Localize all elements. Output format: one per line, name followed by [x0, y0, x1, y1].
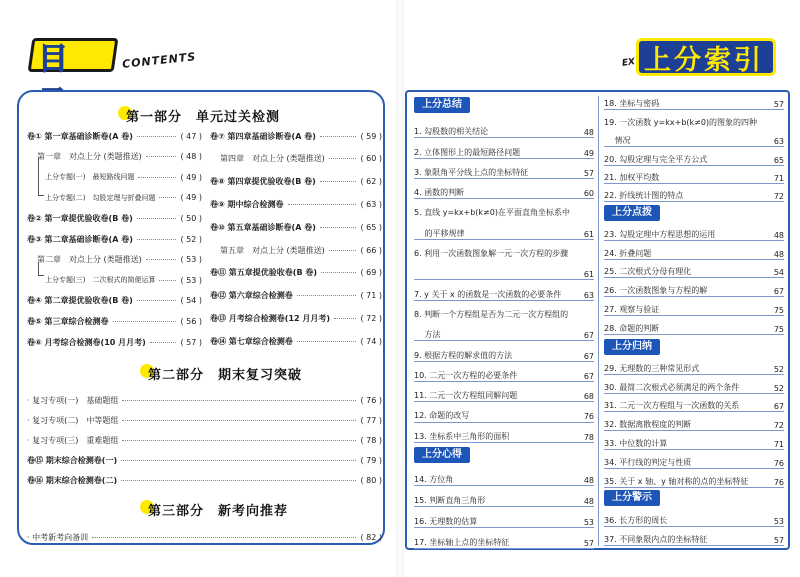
index-entry-page: 49 [583, 148, 594, 158]
index-entry-text: 1. 勾股数的相关结论 [414, 127, 489, 137]
toc-entry-label: 卷⑭ 第七章综合检测卷 [210, 336, 293, 346]
toc-entry[interactable] [220, 241, 382, 259]
index-entry-text: 2. 立体图形上的最短路径问题 [414, 147, 521, 157]
index-entry-text: 23. 勾股定理中方程思想的运用 [604, 229, 716, 239]
dot-leader [122, 400, 356, 401]
toc-entry[interactable] [45, 271, 202, 289]
toc-entry-page: ( 74 ) [360, 336, 382, 346]
dot-leader [329, 250, 357, 251]
toc-entry[interactable] [27, 471, 382, 489]
index-entry[interactable] [414, 465, 594, 485]
toc-entry-label: 第二章 对点上分 (类题推送) [37, 255, 142, 265]
toc-entry[interactable] [27, 333, 202, 351]
toc-entry[interactable] [45, 168, 202, 186]
toc-entry-page: ( 66 ) [360, 245, 382, 255]
toc-entry-page: ( 71 ) [360, 291, 382, 301]
index-ex-mark: EX [621, 57, 636, 69]
index-separator [604, 334, 784, 335]
toc-entry-label: 卷⑩ 第五章基础诊断卷(A 卷) [210, 222, 316, 232]
index-entry-text: 12. 命题的改写 [414, 411, 470, 421]
index-entry-page: 61 [583, 229, 594, 239]
dot-leader [138, 177, 176, 178]
index-entry-page: 57 [583, 539, 594, 548]
dot-leader [320, 227, 357, 228]
toc-entry[interactable] [27, 127, 202, 145]
index-entry-page: 63 [773, 137, 784, 147]
toc-entry-label: 卷⑫ 第六章综合检测卷 [210, 291, 293, 301]
index-entry-text: 29. 无理数的三种常见形式 [604, 363, 700, 373]
index-entry-page: 52 [773, 383, 784, 393]
index-entry[interactable] [604, 260, 784, 278]
toc-entry[interactable] [27, 292, 202, 310]
toc-entry-page: ( 49 ) [180, 172, 202, 182]
index-entry-page: 68 [583, 392, 594, 402]
index-entry[interactable] [604, 297, 784, 315]
index-title: 上分索引 [644, 45, 764, 76]
index-entry-page: 67 [583, 371, 594, 381]
toc-entry-label: 卷⑬ 月考综合检测卷(12 月月考) [210, 313, 331, 323]
index-entry-page: 48 [583, 476, 594, 485]
toc-entry-label: 卷⑥ 月考综合检测卷(10 月月考) [27, 337, 146, 347]
index-entry-page: 48 [583, 497, 594, 506]
toc-entry[interactable] [37, 148, 202, 166]
toc-entry[interactable] [210, 332, 382, 350]
dot-leader [137, 239, 177, 240]
toc-entry-page: ( 50 ) [180, 213, 202, 223]
index-entry-page: 78 [583, 432, 594, 442]
index-entry-text: 情况 [604, 136, 631, 146]
index-entry-page: 53 [583, 518, 594, 527]
dot-leader [146, 259, 177, 260]
toc-entry-label: · 复习专项(一) 基础题组 [27, 395, 119, 405]
index-separator [604, 487, 784, 488]
index-entry[interactable] [414, 341, 594, 360]
category-tab-summary: 上分总结 [414, 97, 470, 113]
toc-entry[interactable] [210, 127, 382, 145]
toc-entry-label: 上分专题(二) 勾股定理与折叠问题 [45, 193, 156, 202]
index-entry-text: 35. 关于 x 轴、y 轴对称的点的坐标特征 [604, 476, 749, 486]
toc-entry[interactable] [210, 173, 382, 191]
index-entry-page: 57 [773, 535, 784, 545]
toc-entry-label: 卷⑤ 第三章综合检测卷 [27, 316, 109, 326]
toc-entry[interactable] [27, 230, 202, 248]
dot-leader [137, 218, 177, 219]
index-entry[interactable] [604, 412, 784, 430]
index-entry-page: 76 [583, 412, 594, 422]
toc-entry-label: · 复习专项(二) 中等题组 [27, 415, 119, 425]
toc-entry-page: ( 54 ) [180, 296, 202, 306]
index-entry[interactable] [414, 220, 594, 239]
toc-entry-label: 第一章 对点上分 (类题推送) [37, 152, 142, 162]
index-entry-text: 13. 坐标系中三角形的面积 [414, 431, 510, 441]
toc-entry-page: ( 53 ) [180, 275, 202, 285]
toc-entry-label: · 中考新考向备训 [27, 532, 89, 542]
index-entry-page: 60 [583, 189, 594, 199]
toc-entry[interactable] [27, 528, 382, 546]
toc-entry-page: ( 76 ) [360, 395, 382, 405]
toc-entry-label: 第四章 对点上分 (类题推送) [220, 154, 325, 164]
toc-entry-label: 第五章 对点上分 (类题推送) [220, 245, 325, 255]
toc-entry-label: 卷⑧ 第四章提优验收卷(B 卷) [210, 177, 316, 187]
toc-entry-label: 卷④ 第二章提优验收卷(B 卷) [27, 296, 133, 306]
dot-leader [92, 537, 356, 538]
toc-entry-page: ( 78 ) [360, 435, 382, 445]
index-entry[interactable] [414, 118, 594, 137]
index-entry[interactable] [604, 110, 784, 127]
index-entry-text: 9. 根据方程的解求值的方法 [414, 350, 513, 360]
index-entry-page: 72 [773, 192, 784, 202]
index-entry[interactable] [604, 278, 784, 296]
dot-leader [297, 295, 357, 296]
toc-entry[interactable] [210, 195, 382, 213]
index-entry-text: 18. 坐标与密码 [604, 99, 660, 109]
index-entry[interactable] [414, 382, 594, 401]
index-entry[interactable] [414, 486, 594, 506]
index-entry[interactable] [604, 527, 784, 545]
index-entry[interactable] [604, 222, 784, 240]
index-entry[interactable] [414, 280, 594, 299]
index-entry-text: 37. 不同象限内点的坐标特征 [604, 534, 708, 544]
index-entry-text: 31. 二元一次方程组与一次函数的关系 [604, 401, 740, 411]
dot-leader [159, 280, 176, 281]
dot-leader [321, 272, 357, 273]
toc-entry-label: 卷⑮ 期末综合检测卷(一) [27, 455, 118, 465]
index-entry[interactable] [414, 321, 594, 340]
part-1-title: 第一部分 单元过关检测 [126, 110, 281, 125]
index-entry[interactable] [414, 199, 594, 218]
toc-entry-page: ( 52 ) [180, 234, 202, 244]
index-entry-text: 20. 勾股定理与完全平方公式 [604, 154, 708, 164]
dot-leader [137, 300, 177, 301]
toc-entry-page: ( 53 ) [180, 255, 202, 265]
index-entry-page: 57 [773, 100, 784, 110]
toc-entry-label: 卷② 第一章提优验收卷(B 卷) [27, 213, 133, 223]
dot-leader [122, 420, 356, 421]
toc-entry-page: ( 47 ) [180, 131, 202, 141]
toc-entry-label: 上分专题(一) 最短路线问题 [45, 173, 135, 182]
toc-entry[interactable] [27, 451, 382, 469]
index-entry-text: 26. 一次函数图象与方程的解 [604, 286, 708, 296]
index-entry[interactable] [604, 147, 784, 164]
toc-entry[interactable] [27, 209, 202, 227]
index-entry-text: 33. 中位数的计算 [604, 438, 668, 448]
index-entry-page: 48 [773, 249, 784, 259]
index-entry-page: 53 [773, 516, 784, 526]
category-tab-warning: 上分警示 [604, 490, 660, 506]
toc-entry-page: ( 57 ) [180, 337, 202, 347]
index-entry[interactable] [604, 184, 784, 201]
index-entry[interactable] [414, 260, 594, 279]
dot-leader [121, 460, 356, 461]
toc-entry-page: ( 63 ) [360, 199, 382, 209]
toc-entry-page: ( 72 ) [360, 313, 382, 323]
toc-entry-page: ( 80 ) [360, 475, 382, 485]
toc-entry-page: ( 48 ) [180, 152, 202, 162]
index-entry[interactable] [604, 394, 784, 412]
toc-entry[interactable] [37, 251, 202, 269]
index-entry[interactable] [604, 92, 784, 109]
toc-entry-page: ( 59 ) [360, 131, 382, 141]
toc-entry[interactable] [210, 309, 382, 327]
bracket [38, 262, 44, 276]
index-entry-text: 34. 平行线的判定与性质 [604, 457, 692, 467]
dot-leader [334, 318, 356, 319]
index-entry[interactable] [414, 179, 594, 198]
toc-entry-label: 卷⑯ 期末综合检测卷(二) [27, 475, 118, 485]
index-entry-text: 22. 折线统计图的特点 [604, 191, 684, 201]
index-separator [604, 201, 784, 202]
toc-entry-page: ( 49 ) [180, 193, 202, 203]
index-entry[interactable] [414, 240, 594, 259]
toc-entry[interactable] [45, 189, 202, 207]
toc-entry-page: ( 56 ) [180, 316, 202, 326]
index-entry-text: 方法 [414, 330, 441, 340]
index-entry[interactable] [604, 241, 784, 259]
index-entry-text: 6. 利用一次函数图象解一元一次方程的步骤 [414, 249, 569, 259]
index-entry-text: 30. 最简二次根式必须满足的两个条件 [604, 382, 740, 392]
toc-entry-page: ( 60 ) [360, 154, 382, 164]
toc-entry-page: ( 69 ) [360, 268, 382, 278]
index-separator [604, 545, 784, 546]
index-entry-page: 57 [583, 168, 594, 178]
index-entry-text: 的平移规律 [414, 228, 465, 238]
toc-entry[interactable] [27, 431, 382, 449]
index-entry-page: 65 [773, 155, 784, 165]
dot-leader [297, 341, 357, 342]
toc-entry-label: 卷③ 第二章基础诊断卷(A 卷) [27, 234, 133, 244]
index-entry-text: 7. y 关于 x 的函数是一次函数的必要条件 [414, 289, 562, 299]
dot-leader [320, 136, 357, 137]
index-entry-page: 52 [773, 364, 784, 374]
index-separator [414, 548, 594, 549]
index-entry-page: 76 [773, 477, 784, 487]
toc-entry-label: 卷⑨ 期中综合检测卷 [210, 199, 284, 209]
index-entry-text: 21. 加权平均数 [604, 172, 660, 182]
part-2-title: 第二部分 期末复习突破 [148, 368, 303, 383]
index-entry-page: 75 [773, 324, 784, 334]
toc-entry-page: ( 79 ) [360, 455, 382, 465]
index-entry-text: 3. 象限角平分线上点的坐标特征 [414, 167, 529, 177]
index-entry[interactable] [604, 469, 784, 487]
toc-entry[interactable] [210, 287, 382, 305]
index-entry-page: 67 [773, 287, 784, 297]
category-tab-experience: 上分心得 [414, 447, 470, 463]
index-entry-page: 67 [773, 402, 784, 412]
index-entry-text: 19. 一次函数 y=kx+b(k≠0)的图象的四种 [604, 117, 758, 127]
index-entry-page: 75 [773, 305, 784, 315]
dot-leader [121, 480, 356, 481]
index-entry-text: 27. 观察与验证 [604, 304, 660, 314]
dot-leader [146, 156, 177, 157]
dot-leader [113, 321, 177, 322]
toc-entry-label: 卷① 第一章基础诊断卷(A 卷) [27, 131, 133, 141]
index-entry[interactable] [414, 362, 594, 381]
toc-entry-page: ( 65 ) [360, 222, 382, 232]
index-entry[interactable] [604, 316, 784, 334]
index-separator [414, 442, 594, 443]
toc-entry-page: ( 82 ) [360, 532, 382, 542]
index-entry[interactable] [414, 507, 594, 527]
index-entry-text: 36. 长方形的周长 [604, 515, 668, 525]
index-entry-text: 17. 坐标轴上点的坐标特征 [414, 538, 510, 547]
toc-entry-page: ( 77 ) [360, 415, 382, 425]
index-entry-text: 4. 函数的判断 [414, 188, 465, 198]
index-entry-page: 54 [773, 268, 784, 278]
index-entry[interactable] [414, 528, 594, 548]
index-entry[interactable] [604, 129, 784, 146]
index-entry[interactable] [604, 356, 784, 374]
index-entry-page: 61 [583, 270, 594, 280]
index-entry-text: 15. 判断直角三角形 [414, 496, 486, 505]
index-entry-text: 11. 二元一次方程组同解问题 [414, 391, 518, 401]
index-entry[interactable] [604, 450, 784, 468]
index-entry-text: 28. 命题的判断 [604, 323, 660, 333]
toc-entry[interactable] [27, 312, 202, 330]
toc-entry[interactable] [27, 411, 382, 429]
index-entry-text: 14. 方位角 [414, 475, 454, 484]
index-entry-text: 8. 判断一个方程组是否为二元一次方程组的 [414, 309, 569, 319]
index-entry-page: 76 [773, 458, 784, 468]
index-entry-page: 48 [583, 128, 594, 138]
index-entry[interactable] [414, 159, 594, 178]
category-tab-tips: 上分点拨 [604, 205, 660, 221]
toc-entry-label: 上分专题(三) 二次根式的简便运算 [45, 276, 156, 285]
dot-leader [150, 342, 177, 343]
toc-entry[interactable] [210, 218, 382, 236]
index-entry-page: 67 [583, 351, 594, 361]
index-entry-page: 71 [773, 439, 784, 449]
index-entry[interactable] [414, 138, 594, 157]
column-divider [598, 96, 599, 546]
toc-entry[interactable] [220, 150, 382, 168]
toc-title: 目 [38, 42, 70, 77]
toc-entry-label: · 复习专项(三) 重难题组 [27, 435, 119, 445]
dot-leader [159, 197, 176, 198]
index-entry-text: 10. 二元一次方程的必要条件 [414, 370, 518, 380]
toc-subtitle: CONTENTS [121, 50, 197, 71]
index-entry-text: 16. 无理数的估算 [414, 517, 478, 526]
index-entry-page: 72 [773, 421, 784, 431]
dot-leader [137, 136, 177, 137]
index-entry[interactable] [604, 166, 784, 183]
index-entry[interactable] [414, 423, 594, 442]
part-3-title: 第三部分 新考向推荐 [148, 504, 289, 519]
toc-entry[interactable] [27, 391, 382, 409]
index-entry-text: 32. 数据离散程度的判断 [604, 420, 692, 430]
dot-leader [329, 158, 357, 159]
index-entry[interactable] [604, 375, 784, 393]
toc-entry-label: 卷⑦ 第四章基础诊断卷(A 卷) [210, 131, 316, 141]
index-entry-page: 71 [773, 173, 784, 183]
toc-entry[interactable] [210, 264, 382, 282]
index-entry[interactable] [414, 402, 594, 421]
dot-leader [320, 181, 357, 182]
dot-leader [288, 204, 357, 205]
index-entry[interactable] [604, 431, 784, 449]
bracket [38, 158, 44, 196]
category-tab-induction: 上分归纳 [604, 339, 660, 355]
toc-entry-label: 卷⑪ 第五章提优验收卷(B 卷) [210, 268, 317, 278]
index-entry-text: 24. 折叠问题 [604, 248, 652, 258]
index-entry-page: 48 [773, 230, 784, 240]
index-entry-page: 63 [583, 290, 594, 300]
index-entry-text: 5. 直线 y=kx+b(k≠0)在平面直角坐标系中 [414, 208, 570, 218]
index-entry[interactable] [414, 301, 594, 320]
dot-leader [122, 440, 356, 441]
index-entry-text: 25. 二次根式分母有理化 [604, 267, 692, 277]
index-entry-page: 67 [583, 331, 594, 341]
index-page [400, 0, 800, 577]
toc-entry-page: ( 62 ) [360, 177, 382, 187]
index-entry[interactable] [604, 508, 784, 526]
